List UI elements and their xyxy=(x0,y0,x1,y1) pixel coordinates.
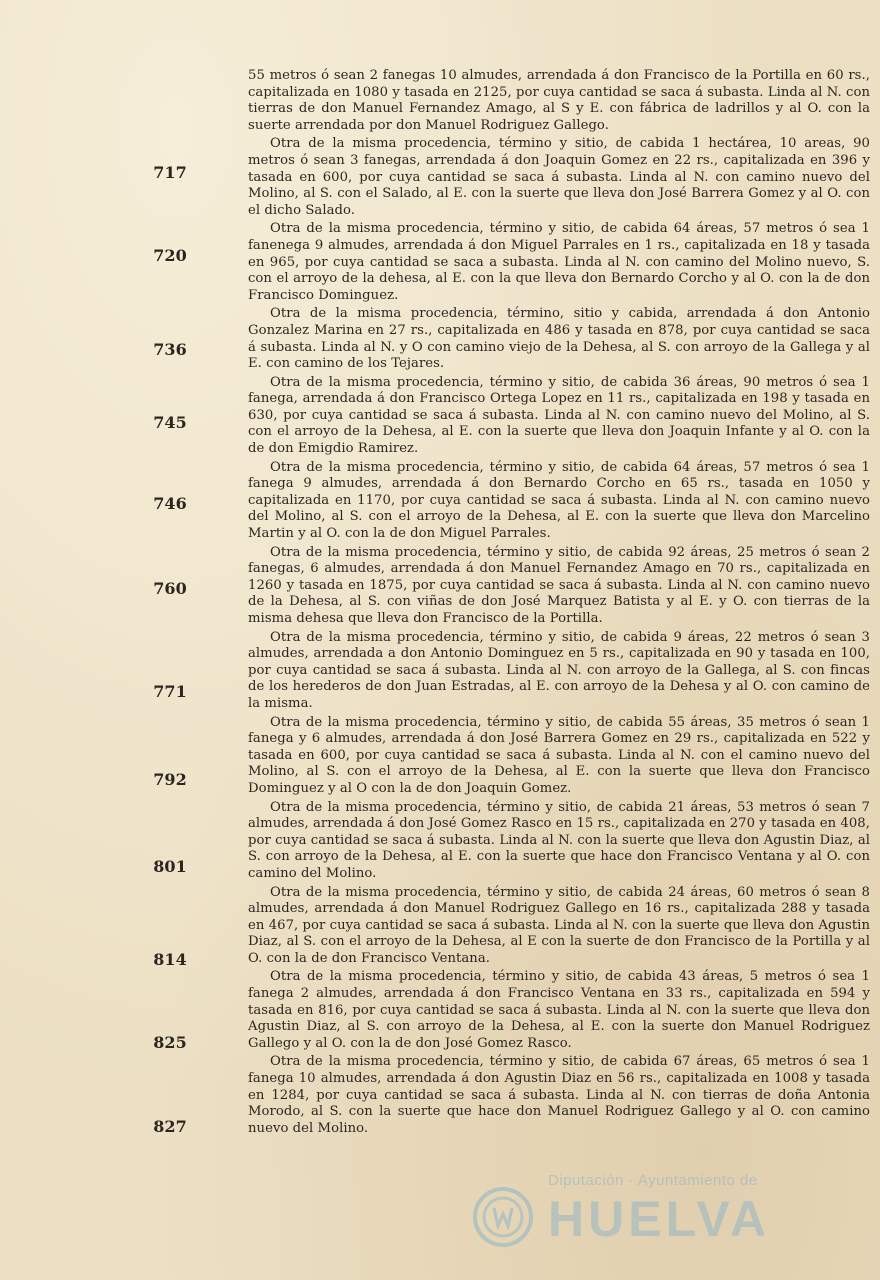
paragraph-entry-760: Otra de la misma procedencia, término y sitio, de cabida 92 áreas, 25 metros ó sean 2 fanegas, 6 almudes, arrendada á don Manuel Fernandez Amago en 70 rs., capitalizada en 1260 y tasada en 1875, por cuya cantidad se saca á subasta. Linda al N. con camino nuevo de la Dehesa, al S. con viñas de don José Marquez Batista y al E. y O. con tierras de la misma dehesa que lleva don Francisco de la Portilla. xyxy=(248,544,870,626)
reference-number: 825 xyxy=(153,1033,187,1052)
reference-number: 717 xyxy=(153,163,187,182)
watermark-upper-text: Diputación · Ayuntamiento de xyxy=(548,1172,758,1189)
reference-number: 720 xyxy=(153,246,187,265)
paragraph-entry-825: Otra de la misma procedencia, término y sitio, de cabida 43 áreas, 5 metros ó sea 1 fanega 2 almudes, arrendada á don Francisco Ventana en 33 rs., capitalizada en 594 y tasada en 816, por cuya cantidad se saca á subasta. Linda al N. con la suerte que lleva don Agustin Diaz, al S. con arroyo de la Dehesa, al E. con la suerte don Manuel Rodriguez Gallego y al O. con la de don José Gomez Rasco. xyxy=(248,969,870,1051)
reference-number: 736 xyxy=(153,340,187,359)
reference-number: 814 xyxy=(153,950,187,969)
paragraph-entry-717: Otra de la misma procedencia, término y sitio, de cabida 1 hectárea, 10 areas, 90 metros ó sean 3 fanegas, arrendada á don Joaquin Gomez en 22 rs., capitalizada en 396 y tasada en 600, por cuya cantidad se saca á subasta. Linda al N. con camino nuevo del Molino, al S. con el Salado, al E. con la suerte que lleva don José Barrera Gomez y al O. con el dicho Salado. xyxy=(248,136,870,218)
seal-icon xyxy=(472,1186,534,1248)
reference-number: 801 xyxy=(153,857,187,876)
archive-watermark xyxy=(472,1168,792,1268)
paragraph-entry-720: Otra de la misma procedencia, término y sitio, de cabida 64 áreas, 57 metros ó sea 1 fanenega 9 almudes, arrendada á don Miguel Parrales en 1 rs., capitalizada en 18 y tasada en 965, por cuya cantidad se saca a subasta. Linda al N. con camino del Molino nuevo, S. con el arroyo de la dehesa, al E. con la que lleva don Bernardo Corcho y al O. con la de don Francisco Dominguez. xyxy=(248,221,870,303)
paragraph-entry-792: Otra de la misma procedencia, término y sitio, de cabida 55 áreas, 35 metros ó sean 1 fanega y 6 almudes, arrendada á don José Barrera Gomez en 29 rs., capitalizada en 522 y tasada en 600, por cuya cantidad se saca á subasta. Linda al N. con el camino nuevo del Molino, al S. con el arroyo de la Dehesa, al E. con la suerte que lleva don Francisco Dominguez y al O con la de don Joaquin Gomez. xyxy=(248,714,870,796)
paragraph-entry-814: Otra de la misma procedencia, término y sitio, de cabida 24 áreas, 60 metros ó sean 8 almudes, arrendada á don Manuel Rodriguez Gallego en 16 rs., capitalizada 288 y tasada en 467, por cuya cantidad se saca á subasta. Linda al N. con la suerte que lleva don Agustin Diaz, al S. con el arroyo de la Dehesa, al E con la suerte de don Francisco de la Portilla y al O. con la de don Francisco Ventana. xyxy=(248,884,870,966)
body-text-column xyxy=(248,68,870,1139)
paragraph-entry-801: Otra de la misma procedencia, término y sitio, de cabida 21 áreas, 53 metros ó sean 7 almudes, arrendada á don José Gomez Rasco en 15 rs., capitalizada en 270 y tasada en 408, por cuya cantidad se saca á subasta. Linda al N. con la suerte que lleva don Agustin Diaz, al S. con arroyo de la Dehesa, al E. con la suerte que hace don Francisco Ventana y al O. con camino del Molino. xyxy=(248,799,870,881)
reference-number: 746 xyxy=(153,494,187,513)
paragraph-entry-771: Otra de la misma procedencia, término y sitio, de cabida 9 áreas, 22 metros ó sean 3 almudes, arrendada a don Antonio Dominguez en 5 rs., capitalizada en 90 y tasada en 100, por cuya cantidad se saca á subasta. Linda al N. con arroyo de la Gallega, al S. con fincas de los herederos de don Juan Estradas, al E. con arroyo de la Dehesa y al O. con camino de la misma. xyxy=(248,629,870,711)
reference-number: 745 xyxy=(153,413,187,432)
reference-number: 760 xyxy=(153,579,187,598)
reference-number: 771 xyxy=(153,682,187,701)
paragraph-entry-736: Otra de la misma procedencia, término, sitio y cabida, arrendada á don Antonio Gonzalez Marina en 27 rs., capitalizada en 486 y tasada en 878, por cuya cantidad se saca á subasta. Linda al N. y O con camino viejo de la Dehesa, al S. con arroyo de la Gallega y al E. con camino de los Tejares. xyxy=(248,306,870,372)
paragraph-entry-827: Otra de la misma procedencia, término y sitio, de cabida 67 áreas, 65 metros ó sea 1 fanega 10 almudes, arrendada á don Agustin Diaz en 56 rs., capitalizada en 1008 y tasada en 1284, por cuya cantidad se saca á subasta. Linda al N. con tierras de doña Antonia Morodo, al S. con la suerte que hace don Manuel Rodriguez Gallego y al O. con camino nuevo del Molino. xyxy=(248,1054,870,1136)
watermark-main-text: HUELVA xyxy=(548,1191,771,1247)
reference-number: 827 xyxy=(153,1117,187,1136)
paragraph-entry-746: Otra de la misma procedencia, término y sitio, de cabida 64 áreas, 57 metros ó sea 1 fanega 9 almudes, arrendada á don Bernardo Corcho en 65 rs., tasada en 1050 y capitalizada en 1170, por cuya cantidad se saca á subasta. Linda al N. con camino nuevo del Molino, al S. con el arroyo de la Dehesa, al E. con la suerte que lleva don Marcelino Martin y al O. con la de don Miguel Parrales. xyxy=(248,459,870,542)
reference-number: 792 xyxy=(153,770,187,789)
paragraph-continuation: 55 metros ó sean 2 fanegas 10 almudes, arrendada á don Francisco de la Portilla en 60 rs., capitalizada en 1080 y tasada en 2125, por cuya cantidad se saca á subasta. Linda al N. con tierras de don Manuel Fernandez Amago, al S y E. con fábrica de ladrillos y al O. con la suerte arrendada por don Manuel Rodriguez Gallego. xyxy=(248,68,870,133)
paragraph-entry-745: Otra de la misma procedencia, término y sitio, de cabida 36 áreas, 90 metros ó sea 1 fanega, arrendada á don Francisco Ortega Lopez en 11 rs., capitalizada en 198 y tasada en 630, por cuya cantidad se saca á subasta. Linda al N. con camino nuevo del Molino, al S. con el arroyo de la Dehesa, al E. con la suerte que lleva don Joaquin Infante y al O. con la de don Emigdio Ramirez. xyxy=(248,374,870,457)
